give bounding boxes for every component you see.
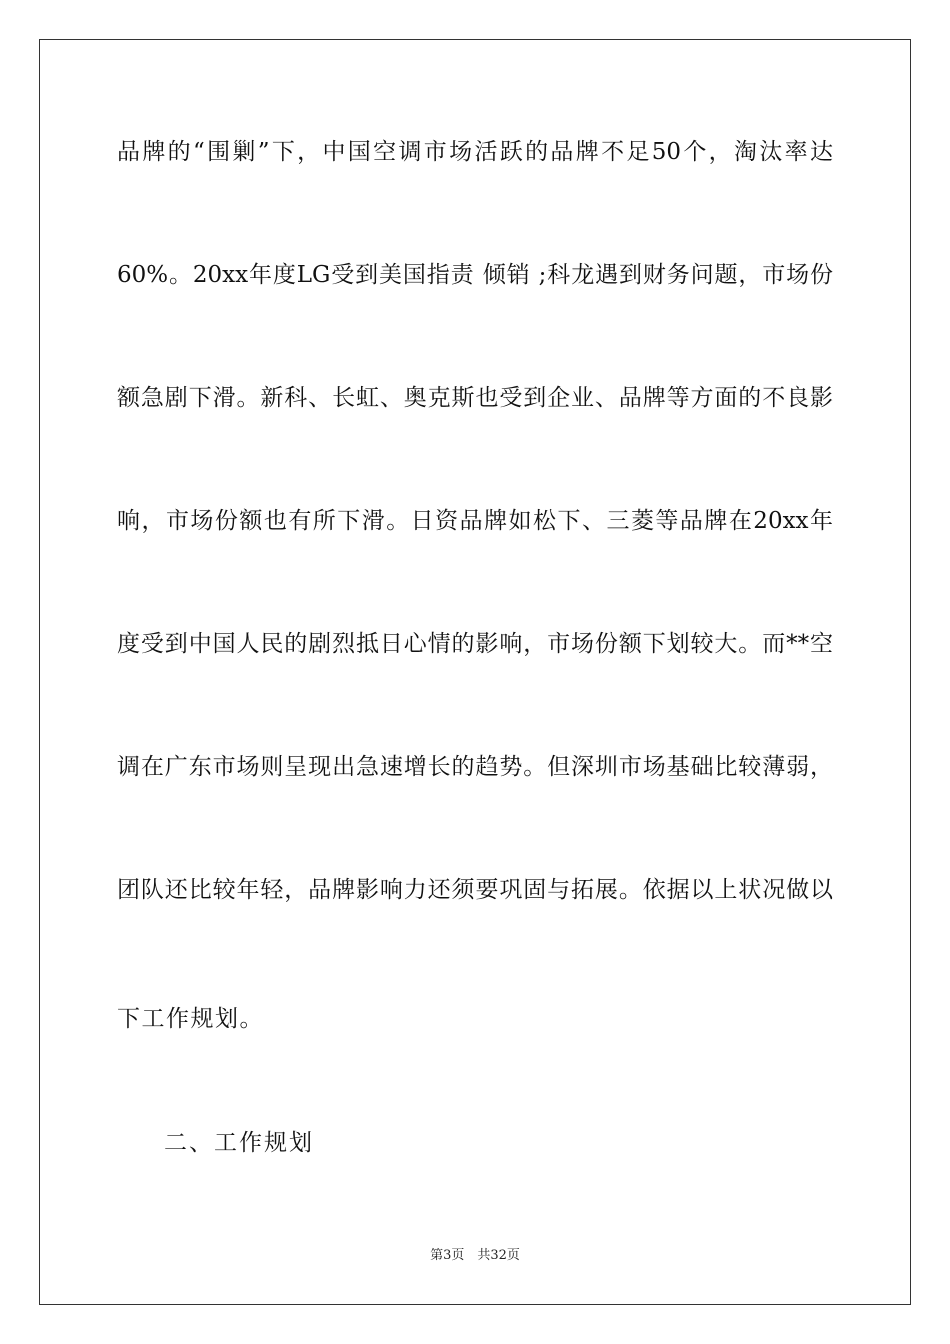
section-heading: 二、工作规划 [164,1130,314,1156]
paragraph-line-2: 60%。20xx年度LG受到美国指责 倾销 ;科龙遇到财务问题，市场份 [117,262,833,288]
paragraph-line-1: 品牌的“围剿”下，中国空调市场活跃的品牌不足50个，淘汰率达 [117,139,833,165]
paragraph-line-7: 团队还比较年轻，品牌影响力还须要巩固与拓展。依据以上状况做以 [117,877,833,903]
paragraph-line-5: 度受到中国人民的剧烈抵日心情的影响，市场份额下划较大。而**空 [117,631,833,657]
paragraph-line-8: 下工作规划。 [117,1006,264,1032]
paragraph-line-4: 响，市场份额也有所下滑。日资品牌如松下、三菱等品牌在20xx年 [117,508,833,534]
paragraph-line-3: 额急剧下滑。新科、长虹、奥克斯也受到企业、品牌等方面的不良影 [117,385,833,411]
page-number-footer: 第3页 共32页 [430,1248,520,1263]
page-frame [39,39,911,1305]
paragraph-line-6: 调在广东市场则呈现出急速增长的趋势。但深圳市场基础比较薄弱， [117,754,833,780]
